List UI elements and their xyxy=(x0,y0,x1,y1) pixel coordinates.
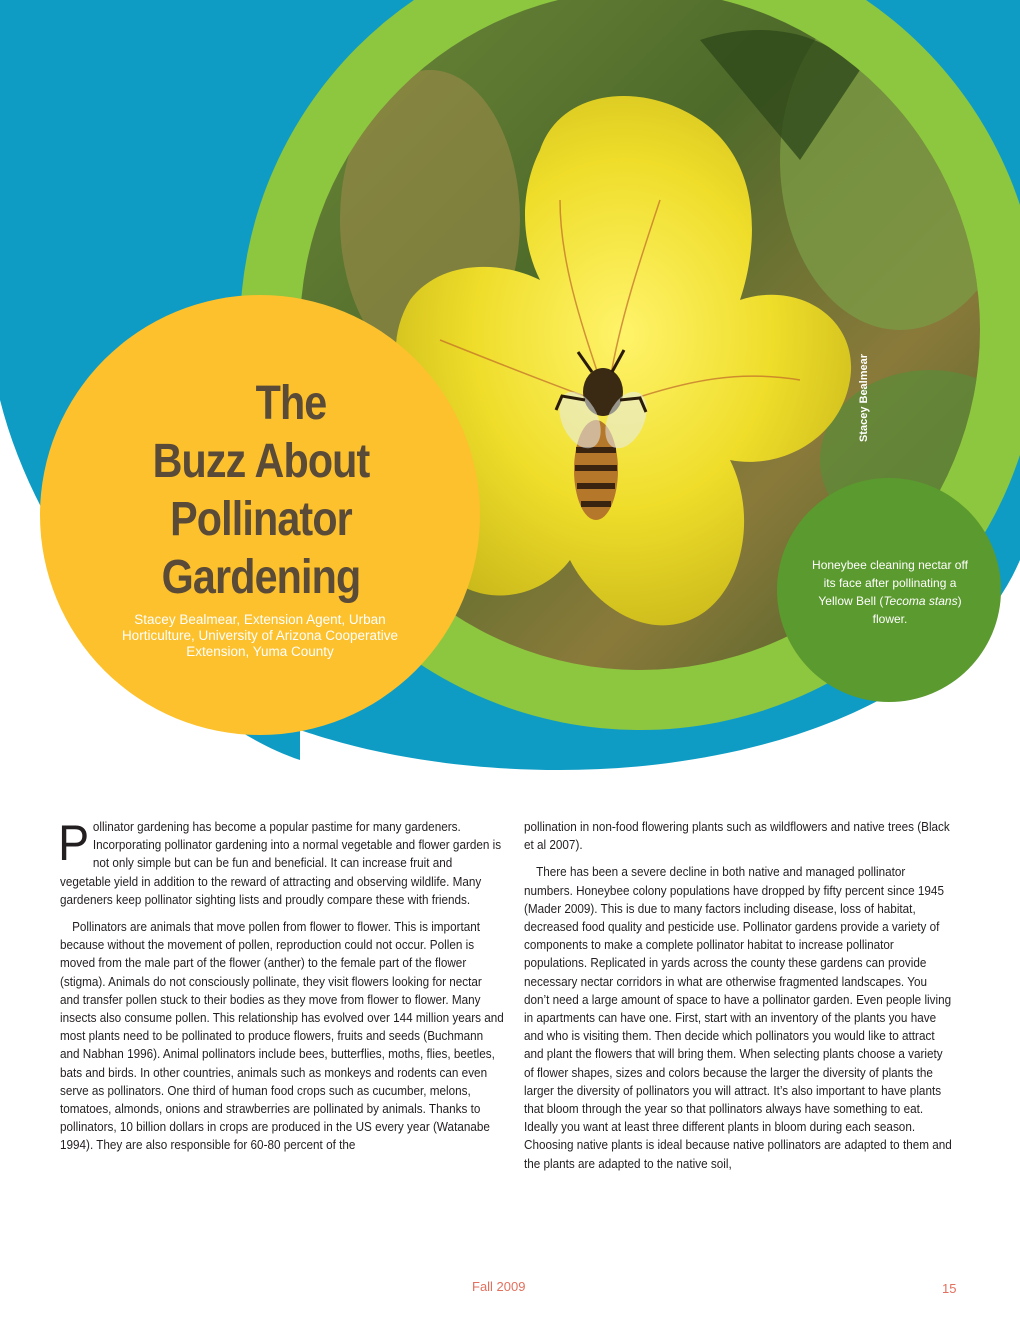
title-line: Buzz About xyxy=(152,435,370,488)
paragraph-text: ollinator gardening has become a popular pastime for many gardeners. Incorporating pollinator gardening into a normal vegetable and flower garden is not only simple but can be fun and beneficial. It can increase fruit and vegetable yield in addition to the reward of attracting and observing wildlife. Many gardeners keep pollinator sighting lists and proudly compare these with friends. xyxy=(60,820,502,907)
article-title xyxy=(86,375,436,607)
caption-species: Tecoma stans xyxy=(883,594,958,608)
paragraph: There has been a severe decline in both native and managed pollinator numbers. Honeybee colony populations have dropped by fifty percent since 1945 (Mader 2009). This is due to many factors including disease, loss of habitat, decreased food quality and pesticide use. Pollinator gardens provide a variety of components to make a complete pollinator habitat to increase pollinator populations. Replicated in yards across the county these gardens can provide necessary nectar corridors in what are otherwise fragmented landscapes. You don’t need a large amount of space to have a pollinator garden. Even people living in apartments can have one. First, start with an inventory of the plants you have and who is visiting them. Then decide which pollinators you would like to attract and plant the flowers that will bring them. When selecting plants choose a variety of flower shapes, sizes and colors because the larger the diversity of plants the larger the diversity of pollinators you will attract. It’s also important to have plants that bloom through the year so that pollinators always have something to eat. Ideally you want at least three different plants in bloom during each season. Choosing native plants is ideal because native pollinators are adapted to them and the plants are adapted to the native soil, xyxy=(524,865,952,1171)
page-number: 15 xyxy=(942,1281,957,1296)
byline: Stacey Bealmear, Extension Agent, Urban Horticulture, University of Arizona Cooperative Extension, Yuma County xyxy=(121,612,399,659)
title-line: The xyxy=(255,377,327,430)
paragraph: Pollinators are animals that move pollen from flower to flower. This is important because without the movement of pollen, reproduction could not occur. Pollen is moved from the male part of the flower (anther) to the female part of the flower (stigma). Animals do not consciously pollinate, they visit flowers looking for nectar and transfer pollen stuck to their bodies as they move from flower to flower. Many insects also consume pollen. This relationship has evolved over 144 million years and most plants need to be pollinated to produce flowers, fruits and seeds (Buchmann and Nabhan 1996). Animal pollinators include bees, butterflies, moths, flies, beetles, bats and birds. In other countries, animals such as monkeys and rodents can even serve as pollinators. One third of human food crops such as cucumber, melons, tomatoes, almonds, onions and strawberries are pollinated by animals. Thanks to pollinators, 10 billion dollars in crops are produced in the US every year (Watanabe 1994). They are also responsible for 60-80 percent of the xyxy=(60,920,504,1153)
paragraph xyxy=(58,815,505,909)
caption-text-end: ) flower. xyxy=(872,594,962,626)
title-line: Pollinator xyxy=(170,493,352,546)
body-column-right xyxy=(524,818,954,1182)
drop-cap: P xyxy=(58,815,90,871)
photo-caption xyxy=(810,556,970,628)
issue-season: Fall 2009 xyxy=(472,1279,526,1294)
paragraph: pollination in non-food flowering plants such as wildflowers and native trees (Black et al 2007). xyxy=(524,820,950,853)
caption-text: Honeybee cleaning nectar off its face after pollinating a Yellow Bell ( xyxy=(812,558,968,608)
body-column-left xyxy=(58,815,505,1164)
photo-credit: Stacey Bealmear xyxy=(858,353,871,443)
title-line: Gardening xyxy=(161,551,361,604)
